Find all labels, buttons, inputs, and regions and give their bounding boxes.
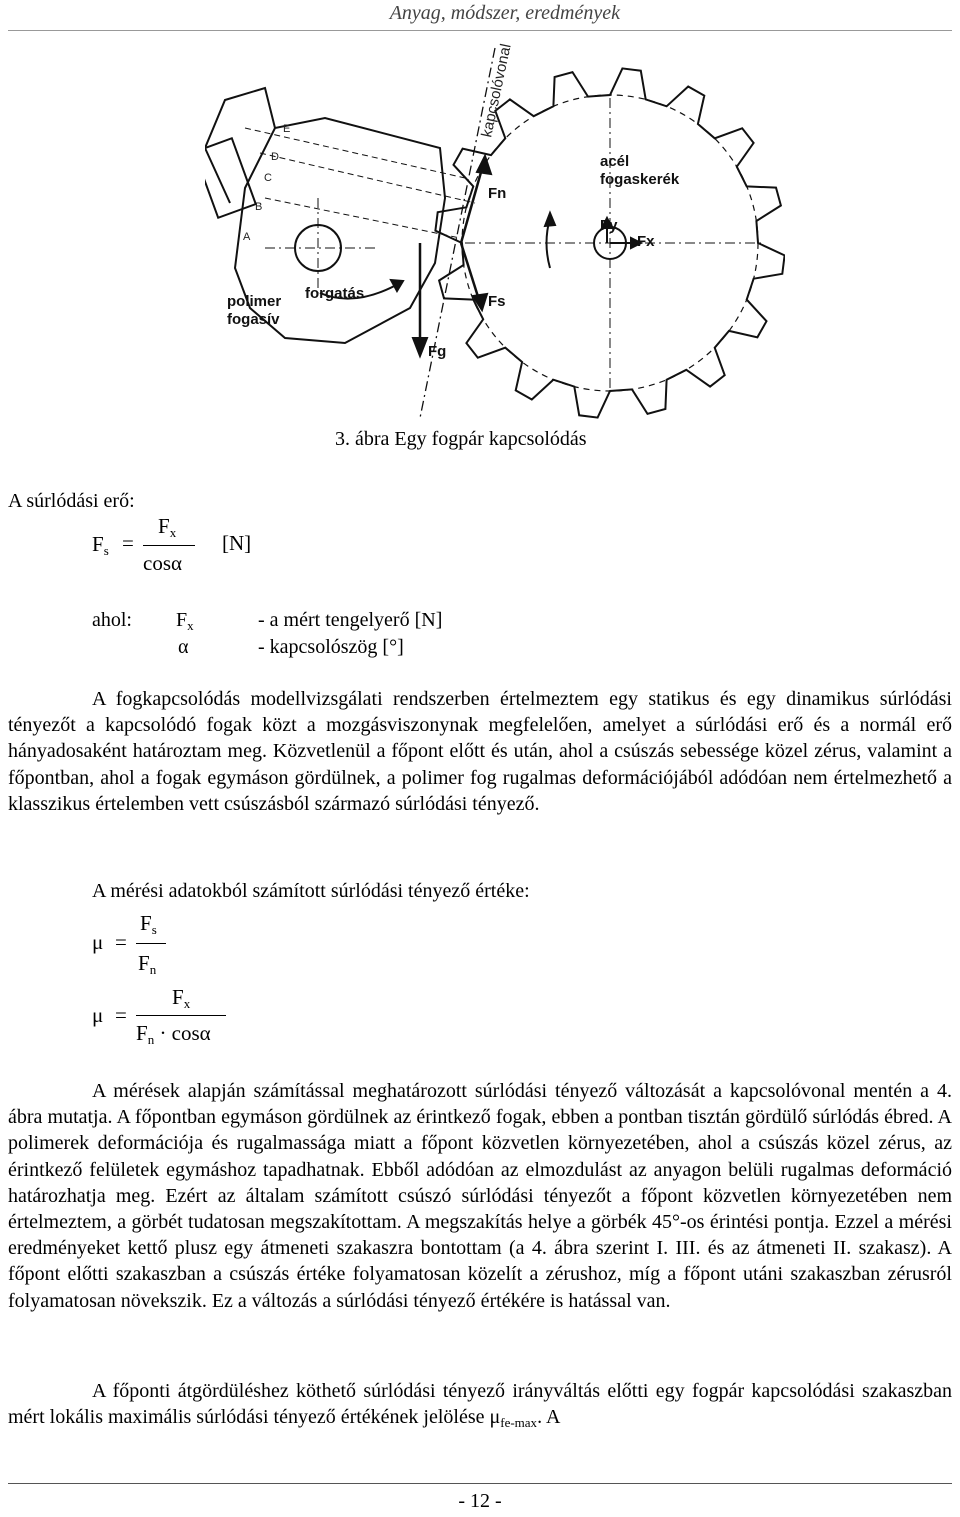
line-of-action [420, 48, 495, 418]
label-forgatas: forgatás [305, 285, 365, 302]
eq2-mu: μ [92, 1003, 104, 1027]
eq1-denominator: $F_n$ [138, 951, 157, 977]
label-fx: Fx [637, 233, 655, 250]
label-d: D [271, 151, 279, 163]
footer-rule [8, 1483, 952, 1484]
eq-fs-lhs: $F_s$ [92, 532, 109, 558]
figure-caption: 3. ábra Egy fogpár kapcsolódás [335, 428, 587, 450]
page-number: - 12 - [458, 1490, 502, 1512]
mu-fe-max-symbol: $\mu_{fe-max}$ [489, 1406, 538, 1431]
label-fogasiv: fogasív [227, 311, 280, 328]
running-header: Anyag, módszer, eredmények [389, 2, 620, 24]
eq1-numerator: $F_s$ [140, 911, 157, 937]
label-fg: Fg [428, 343, 447, 360]
eq-fs-numerator: $F_x$ [158, 514, 177, 540]
where-label: ahol: [92, 609, 132, 631]
label-polimer: polimer [227, 293, 282, 310]
eq2-numerator: $F_x$ [172, 985, 191, 1011]
eq-fs-fraction-bar [143, 545, 195, 546]
def-alpha-text: - kapcsolószög [°] [258, 636, 404, 658]
eq-fs-unit: [N] [222, 531, 252, 555]
label-b: B [255, 201, 263, 213]
eq1-mu: μ [92, 930, 104, 954]
def-fx-text: - a mért tengelyerő [N] [258, 609, 443, 631]
label-acel: acél [600, 153, 630, 170]
label-e: E [283, 123, 291, 135]
eq1-equals: = [115, 930, 127, 954]
eq-fs-equals: = [122, 531, 134, 555]
label-kapcsolovonal: kapcsolóvonal [478, 42, 515, 139]
def-fx-symbol: $F_x$ [176, 609, 194, 633]
label-c: C [264, 172, 272, 184]
label-fn: Fn [488, 185, 507, 202]
eq1-fraction-bar [136, 943, 166, 944]
paragraph-1: A fogkapcsolódás modellvizsgálati rendszerben értelmeztem egy statikus és egy dinamikus súrlódási tényezőt a kapcsolódó fogak közt a mozgásviszonynak megfelelően, amelyet a súrlódási erő és a normál erő hányadosaként határoztam meg. Közvetlenül a főpont előtt és után, ahol a csúszás sebessége közel zérus, valamint a főpontban, ahol a fogak egymáson gördülnek, a polimer fog rugalmas deformációjából adódóan nem értelmezhető a klasszikus értelemben vett csúszásból származó súrlódási tényező. [8, 688, 952, 815]
label-fs: Fs [488, 293, 506, 310]
eq2-denominator: $F_n \cdot \cos\alpha$ [136, 1021, 211, 1047]
label-fogaskerek: fogaskerék [600, 171, 680, 188]
label-a: A [243, 231, 251, 243]
def-alpha-symbol: α [178, 636, 189, 658]
polymer-tooth-block [205, 88, 275, 203]
paragraph-3: A főponti átgördüléshez köthető súrlódási tényező irányváltás előtti egy fogpár kapcsolódási szakaszban mért lokális maximális súrlódási tényező értékének jelölése $\mu_{fe-max}$. A [8, 1380, 952, 1431]
gear-mesh-figure [205, 38, 785, 430]
polymer-tooth-1 [205, 138, 256, 217]
coefficient-intro: A mérési adatokból számított súrlódási tényező értéke: [92, 880, 530, 902]
header-rule [8, 30, 952, 31]
friction-force-intro: A súrlódási erő: [8, 490, 135, 512]
eq2-equals: = [115, 1003, 127, 1027]
paragraph-2: A mérések alapján számítással meghatározott súrlódási tényező változását a kapcsolóvonal mentén a 4. ábra mutatja. A főpontban egymáson gördülnek az érintkező fogak, ebben a pontban tisztán gördülő súrlódás ébred. A polimerek deformációja és rugalmassága miatt a főpont közvetlen környezetében, ahol a csúszás közel zérus, az érintkező felületek egymáshoz tapadhatnak. Ebből adódóan az elmozdulást az anyagon belüli rugalmas deformáció határozhatja meg. Ezért az általam számított csúszó súrlódási tényezőt a főpont közvetlen környezetében nem értelmeztem, a görbét tudatosan megszakítottam. A megszakítás helye a görbék 45°-os érintési pontja. Ezzel a mérési eredményeket kettő plusz egy átmeneti szakaszra bontottam (a 4. ábra szerint I. III. és az átmeneti II. szakasz). A főpont előtti szakaszban a csúszás értéke folyamatosan közelít a zérushoz, míg a főpont utáni szakaszban zérusról folyamatosan növekszik. Ez a változás a súrlódási tényező értékére is hatással van. [8, 1080, 952, 1312]
eq2-fraction-bar [136, 1015, 226, 1016]
label-fy: Fy [600, 217, 618, 234]
eq-fs-denominator: cosα [143, 551, 182, 575]
